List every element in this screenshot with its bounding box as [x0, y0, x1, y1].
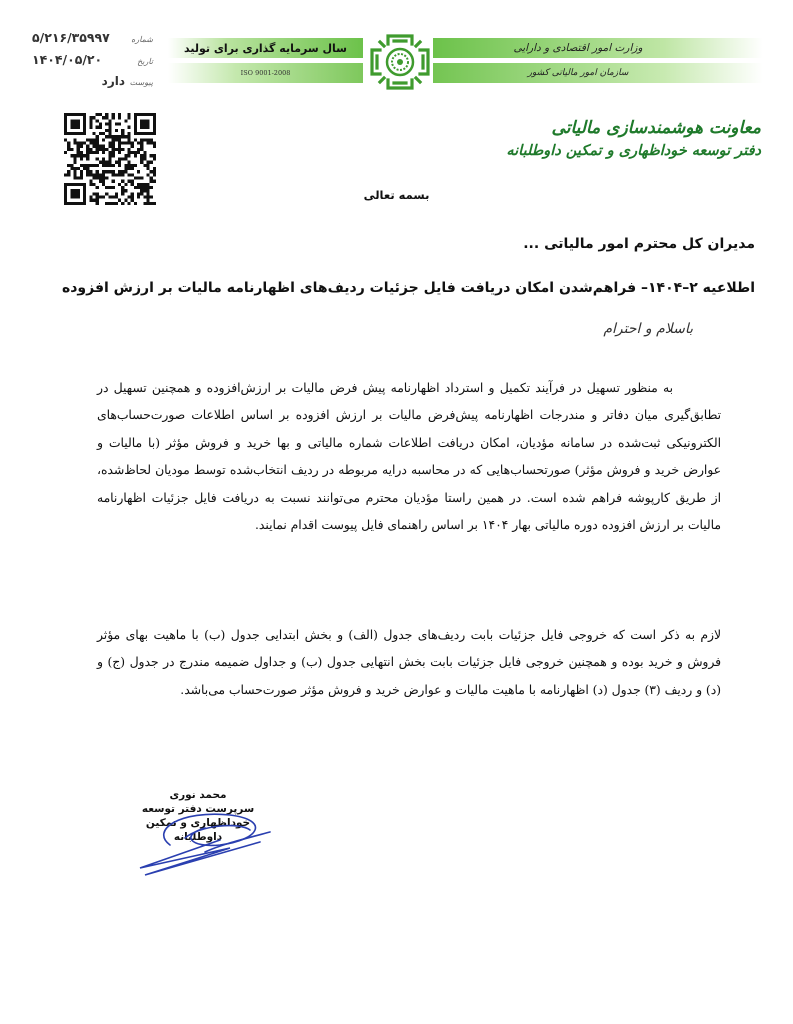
- organization-text: سازمان امور مالیاتی کشور: [527, 68, 629, 78]
- organization-banner: [433, 63, 763, 83]
- signature-block: [118, 788, 278, 844]
- invocation: بسمه تعالی: [363, 188, 430, 202]
- reference-attachment-label: پیوست: [129, 78, 153, 87]
- slogan-banner: [168, 38, 363, 58]
- ministry-banner: [433, 38, 763, 58]
- reference-date-row: [28, 52, 153, 74]
- reference-block: [28, 30, 153, 96]
- body-paragraph-2: لازم به ذکر است که خروجی فایل جزئیات بابت ردیف‌های جدول (الف) و بخش ابتدایی جدول (ب) با ماهیت بهای مؤثر فروش و خرید بوده و همچنین خروجی فایل جزئیات بابت بخش انتهایی جدول (ب) و جداول ضمیمه مندرج در جدول (ج) و (د) و ردیف (۳) جدول (د) اظهارنامه با ماهیت مالیات و عوارض خرید و فروش مؤثر صورت‌حساب می‌باشد.: [97, 628, 721, 697]
- reference-number-label: شماره: [131, 35, 153, 44]
- iso-banner: [168, 63, 363, 83]
- subject-line: اطلاعیه ۲–۱۴۰۴– فراهم‌شدن امکان دریافت فایل جزئیات ردیف‌های اظهارنامه مالیات بر ارزش افزوده: [61, 280, 755, 296]
- signatory-title-line-1: سرپرست دفتر توسعه خوداظهاری و تمکین: [141, 803, 255, 829]
- iso-text: ISO 9001-2008: [240, 69, 291, 77]
- reference-number-value: ۵/۲۱۶/۳۵۹۹۷: [32, 30, 110, 45]
- signatory-title-line-2: داوطلبانه: [173, 831, 223, 843]
- addressee: مدیران کل محترم امور مالیاتی ...: [523, 236, 755, 252]
- greeting: باسلام و احترام: [603, 321, 693, 337]
- tax-organization-emblem-icon: [368, 32, 432, 92]
- reference-attachment-row: [28, 74, 153, 96]
- department-heading: [506, 116, 761, 162]
- ministry-text: وزارت امور اقتصادی و دارایی: [513, 42, 643, 54]
- reference-date-label: تاریخ: [137, 57, 153, 66]
- slogan-text: سال سرمایه گذاری برای تولید: [184, 41, 347, 55]
- reference-date-value: ۱۴۰۴/۰۵/۲۰: [32, 52, 103, 67]
- department-line-2: دفتر توسعه خوداظهاری و تمکین داوطلبانه: [506, 142, 761, 159]
- signatory-name: محمد نوری: [169, 789, 227, 801]
- body-paragraph-1: به منظور تسهیل در فرآیند تکمیل و استرداد اظهارنامه پیش فرض مالیات بر ارزش‌افزوده و همچنین تسهیل در تطابق‌گیری میان دفاتر و مندرجات اظهارنامه پیش‌فرض مالیات بر ارزش افزوده بر اساس اطلاعات صورت‌حساب‌های الکترونیکی ثبت‌شده در سامانه مؤدیان، امکان دریافت اطلاعات شماره مالیاتی و بها خرید و فروش مؤثر (با مالیات و عوارض خرید و فروش مؤثر) صورتحساب‌هایی که در محاسبه درایه مربوطه در ردیف انتخاب‌شده توسط مودیان لحاظ‌شده، از طریق کارپوشه فراهم شده است. در همین راستا مؤدیان محترم می‌توانند نسبت به دریافت فایل جزئیات اظهارنامه مالیات بر ارزش افزوده دوره مالیاتی بهار ۱۴۰۴ بر اساس راهنمای فایل پیوست اقدام نمایند.: [97, 381, 721, 533]
- department-line-1: معاونت هوشمندسازی مالیاتی: [551, 118, 761, 138]
- reference-number-row: [28, 30, 153, 52]
- reference-attachment-value: دارد: [101, 74, 125, 88]
